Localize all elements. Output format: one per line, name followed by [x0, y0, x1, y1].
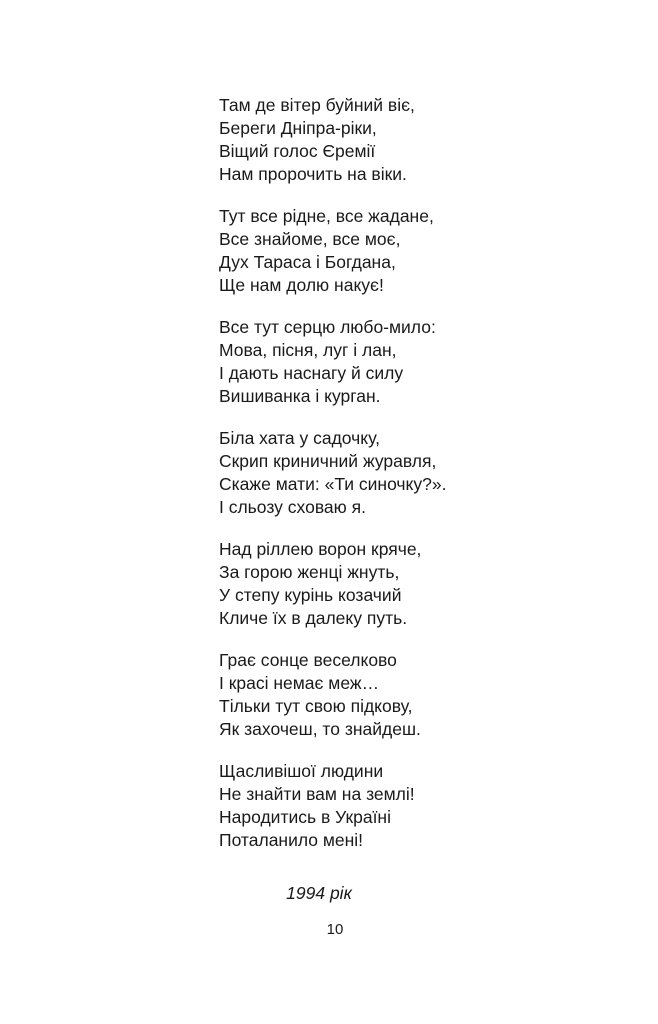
poem-line: Дух Тараса і Богдана, — [219, 252, 396, 272]
stanza-3 — [219, 316, 619, 408]
page-number: 10 — [326, 921, 344, 938]
poem-line: Біла хата у садочку, — [219, 428, 380, 448]
stanza-2 — [219, 205, 619, 297]
stanza-1 — [219, 94, 619, 186]
poem-line: За горою женці жнуть, — [219, 562, 400, 582]
poem-line: І дають наснагу й силу — [219, 363, 404, 383]
poem-line: Скрип криничний журавля, — [219, 451, 437, 471]
poem-line: Кличе їх в далеку путь. — [219, 608, 408, 628]
poem-line: І сльозу сховаю я. — [219, 497, 366, 517]
poem-line: Вишиванка і курган. — [219, 386, 381, 406]
poem-line: Там де вітер буйний віє, — [219, 95, 415, 115]
poem-line: Скаже мати: «Ти синочку?». — [219, 474, 447, 494]
stanza-4 — [219, 427, 619, 519]
poem-line: Тут все рідне, все жадане, — [219, 206, 434, 226]
poem-line: Мова, пісня, луг і лан, — [219, 340, 397, 360]
stanza-7 — [219, 760, 619, 852]
poem-line: Береги Дніпра-ріки, — [219, 118, 377, 138]
stanza-5 — [219, 538, 619, 630]
poem-line: Тільки тут свою підкову, — [219, 696, 413, 716]
poem-line: Щасливішої людини — [219, 761, 384, 781]
poem-line: Все знайоме, все моє, — [219, 229, 401, 249]
poem-line: Грає сонце веселково — [219, 650, 397, 670]
stanza-6 — [219, 649, 619, 741]
poem-line: Як захочеш, то знайдеш. — [219, 719, 421, 739]
poem-line: Ще нам долю накує! — [219, 275, 384, 295]
poem-line: Все тут серцю любо-мило: — [219, 317, 436, 337]
poem-line: Віщий голос Єремії — [219, 141, 376, 161]
poem-date: 1994 рік — [286, 883, 352, 903]
poem-line: Нам пророчить на віки. — [219, 164, 407, 184]
poem-line: У степу курінь козачий — [219, 585, 402, 605]
poem-line: Над ріллею ворон кряче, — [219, 539, 422, 559]
poem-line: Народитись в Україні — [219, 807, 391, 827]
poem-line: Не знайти вам на землі! — [219, 784, 415, 804]
poem-line: І красі немає меж… — [219, 673, 380, 693]
poem-line: Поталанило мені! — [219, 830, 364, 850]
poem — [219, 94, 619, 871]
